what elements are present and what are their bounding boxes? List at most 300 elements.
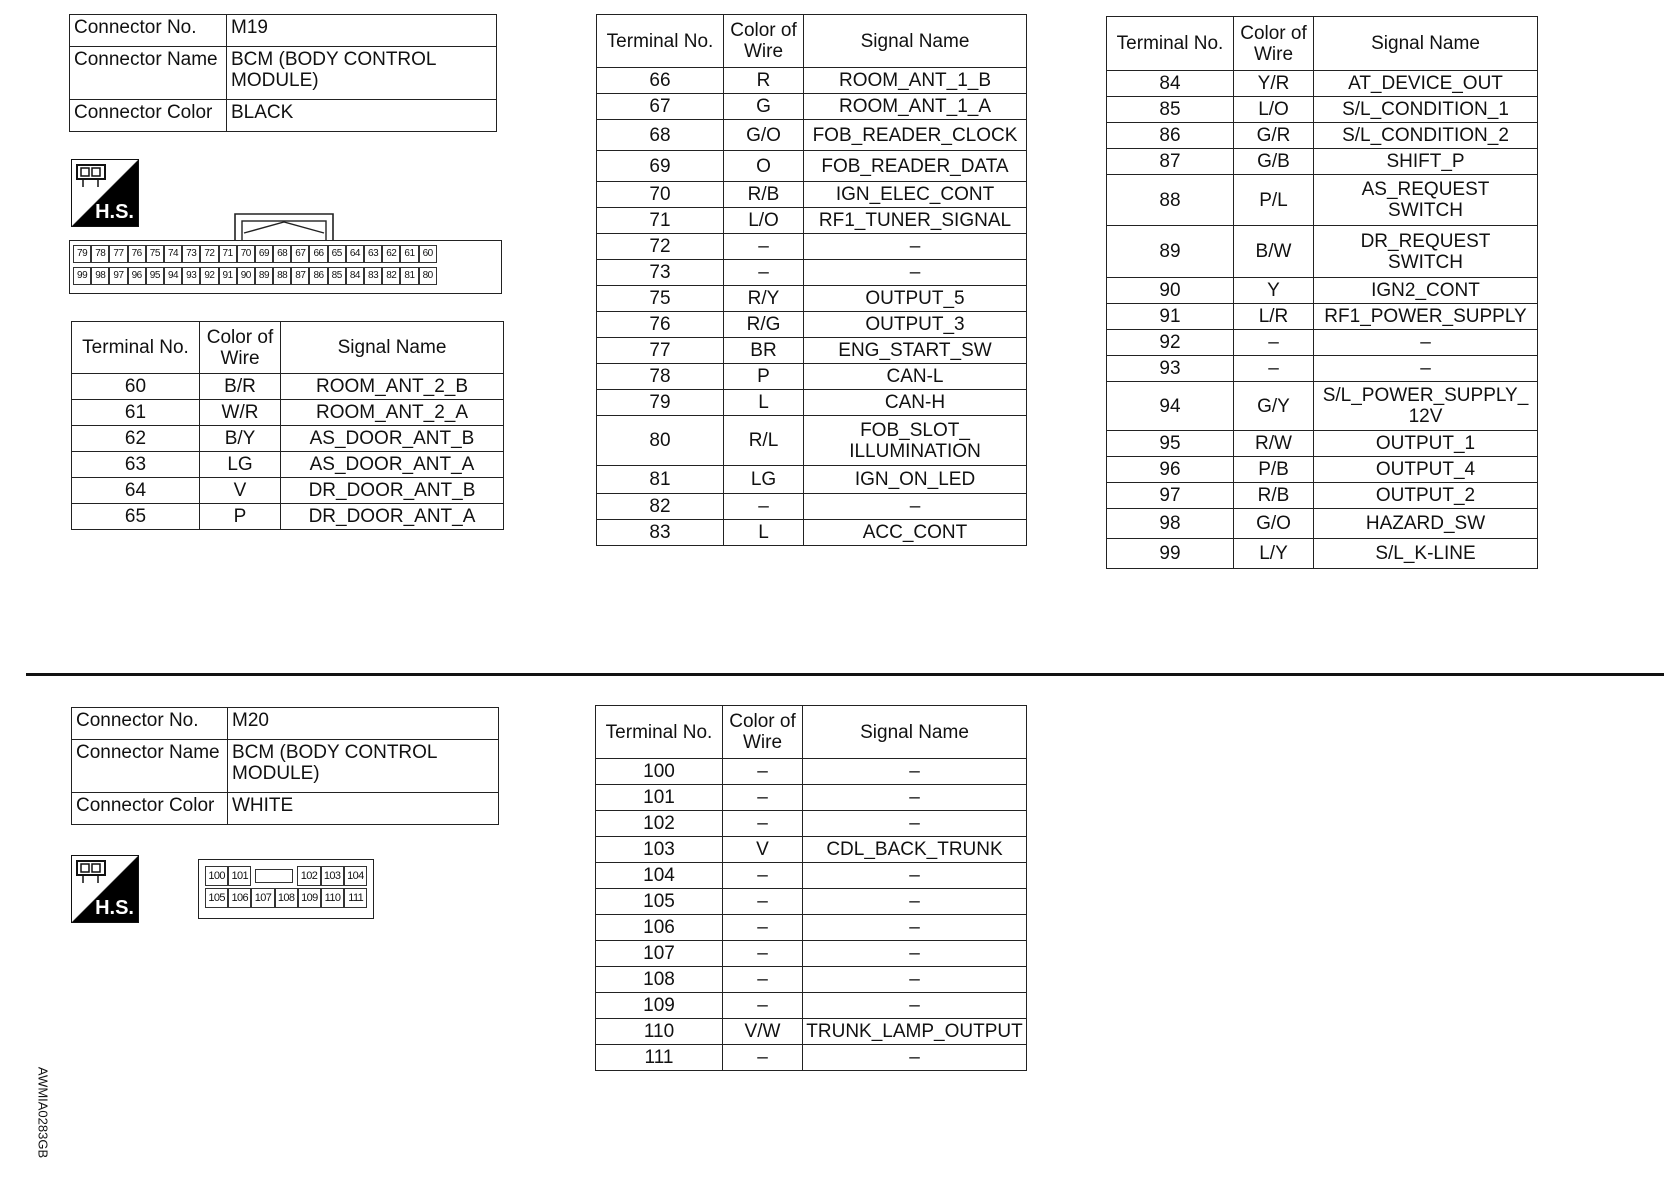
pin: 80	[419, 267, 437, 285]
table-row	[597, 68, 1027, 94]
signal-name: S/L_CONDITION_1	[1314, 97, 1538, 123]
wire-color: Y/R	[1234, 71, 1314, 97]
connector-m20-pin-face	[198, 859, 374, 919]
pin: 90	[237, 267, 255, 285]
pin: 109	[298, 888, 321, 908]
signal-name: CAN-H	[804, 390, 1027, 416]
terminal-no: 78	[597, 364, 724, 390]
connector-name: BCM (BODY CONTROL MODULE)	[227, 47, 497, 100]
wire-color: P/B	[1234, 457, 1314, 483]
pin: 106	[228, 888, 251, 908]
table-row	[596, 863, 1027, 889]
pin: 107	[251, 888, 274, 908]
pin: 78	[91, 245, 109, 263]
terminal-no: 87	[1107, 149, 1234, 175]
wire-color: Y	[1234, 278, 1314, 304]
table-row	[1107, 149, 1538, 175]
wire-color: –	[724, 260, 804, 286]
signal-name: –	[803, 941, 1027, 967]
wire-color: BR	[724, 338, 804, 364]
pin: 85	[328, 267, 346, 285]
header-signal-name: Signal Name	[1314, 17, 1538, 71]
terminal-no: 81	[597, 466, 724, 494]
signal-name: AS_DOOR_ANT_B	[281, 426, 504, 452]
table-row	[596, 759, 1027, 785]
terminal-no: 83	[597, 520, 724, 546]
pin: 111	[344, 888, 367, 908]
terminal-no: 98	[1107, 509, 1234, 539]
pin: 91	[219, 267, 237, 285]
table-row	[597, 312, 1027, 338]
pin: 61	[400, 245, 418, 263]
key-slot	[251, 866, 297, 886]
signal-name: DR_DOOR_ANT_A	[281, 504, 504, 530]
info-label: Connector Name	[72, 740, 228, 793]
terminal-no: 90	[1107, 278, 1234, 304]
wire-color: V/W	[723, 1019, 803, 1045]
signal-name: –	[803, 915, 1027, 941]
wire-color: –	[723, 915, 803, 941]
wire-color: B/R	[200, 374, 281, 400]
connector-m19-info-table	[69, 14, 497, 132]
wire-color: L	[724, 390, 804, 416]
pin: 98	[91, 267, 109, 285]
pin: 95	[146, 267, 164, 285]
signal-name: OUTPUT_1	[1314, 431, 1538, 457]
terminal-no: 66	[597, 68, 724, 94]
wire-color: –	[723, 889, 803, 915]
header-signal-name: Signal Name	[803, 706, 1027, 759]
signal-name: –	[803, 785, 1027, 811]
terminal-no: 86	[1107, 123, 1234, 149]
signal-name: HAZARD_SW	[1314, 509, 1538, 539]
terminal-no: 89	[1107, 226, 1234, 278]
signal-name: –	[803, 993, 1027, 1019]
wire-color: R/B	[1234, 483, 1314, 509]
signal-name: –	[803, 889, 1027, 915]
pin: 82	[382, 267, 400, 285]
signal-name: ROOM_ANT_1_A	[804, 94, 1027, 120]
pin: 94	[164, 267, 182, 285]
wire-color: –	[723, 1045, 803, 1071]
pin: 97	[109, 267, 127, 285]
signal-name: ACC_CONT	[804, 520, 1027, 546]
harness-side-label: H.S.	[95, 897, 134, 919]
wire-color: –	[723, 759, 803, 785]
connector-name: BCM (BODY CONTROL MODULE)	[228, 740, 499, 793]
signal-name: OUTPUT_5	[804, 286, 1027, 312]
wire-color: G/Y	[1234, 382, 1314, 431]
table-body	[597, 68, 1027, 546]
signal-name: OUTPUT_3	[804, 312, 1027, 338]
table-row	[596, 967, 1027, 993]
signal-name: RF1_POWER_SUPPLY	[1314, 304, 1538, 330]
wire-color: –	[724, 494, 804, 520]
connector-m20-info-table	[71, 707, 499, 825]
signal-name: S/L_CONDITION_2	[1314, 123, 1538, 149]
terminal-no: 60	[72, 374, 200, 400]
table-row	[72, 452, 504, 478]
terminal-no: 72	[597, 234, 724, 260]
info-label: Connector Color	[70, 100, 227, 132]
table-row	[1107, 226, 1538, 278]
pin: 63	[364, 245, 382, 263]
terminal-no: 109	[596, 993, 723, 1019]
wire-color: L/Y	[1234, 539, 1314, 569]
terminal-table-84-99	[1106, 16, 1538, 569]
wire-color: –	[723, 967, 803, 993]
wire-color: R/Y	[724, 286, 804, 312]
wire-color: –	[1234, 330, 1314, 356]
table-row	[1107, 97, 1538, 123]
wire-color: R/W	[1234, 431, 1314, 457]
signal-name: CDL_BACK_TRUNK	[803, 837, 1027, 863]
terminal-no: 84	[1107, 71, 1234, 97]
wire-color: V	[200, 478, 281, 504]
wire-color: V	[723, 837, 803, 863]
header-terminal-no: Terminal No.	[72, 322, 200, 374]
terminal-no: 95	[1107, 431, 1234, 457]
terminal-no: 71	[597, 208, 724, 234]
pin: 68	[273, 245, 291, 263]
signal-name: –	[803, 811, 1027, 837]
pin: 76	[128, 245, 146, 263]
harness-side-label: H.S.	[95, 201, 134, 223]
signal-name: DR_REQUEST SWITCH	[1314, 226, 1538, 278]
signal-name: FOB_READER_CLOCK	[804, 120, 1027, 151]
pin: 69	[255, 245, 273, 263]
pin: 62	[382, 245, 400, 263]
table-row	[597, 338, 1027, 364]
table-row	[1107, 304, 1538, 330]
section-divider	[26, 673, 1664, 676]
terminal-no: 106	[596, 915, 723, 941]
pin: 64	[346, 245, 364, 263]
pin: 77	[109, 245, 127, 263]
signal-name: –	[804, 260, 1027, 286]
wire-color: L	[724, 520, 804, 546]
wire-color: B/Y	[200, 426, 281, 452]
table-row	[1107, 330, 1538, 356]
connector-glyph-icon	[75, 163, 109, 189]
table-body	[72, 374, 504, 530]
table-row	[597, 364, 1027, 390]
pin: 67	[291, 245, 309, 263]
signal-name: ROOM_ANT_1_B	[804, 68, 1027, 94]
terminal-no: 99	[1107, 539, 1234, 569]
table-row	[597, 151, 1027, 182]
table-row	[72, 400, 504, 426]
pin: 87	[291, 267, 309, 285]
pin: 73	[182, 245, 200, 263]
signal-name: –	[803, 967, 1027, 993]
terminal-no: 64	[72, 478, 200, 504]
signal-name: –	[804, 234, 1027, 260]
wire-color: R/B	[724, 182, 804, 208]
pin: 89	[255, 267, 273, 285]
table-row	[597, 286, 1027, 312]
terminal-no: 92	[1107, 330, 1234, 356]
info-label: Connector Color	[72, 793, 228, 825]
terminal-no: 101	[596, 785, 723, 811]
pin: 79	[73, 245, 91, 263]
table-row	[596, 915, 1027, 941]
signal-name: AS_REQUEST SWITCH	[1314, 175, 1538, 226]
wire-color: G/R	[1234, 123, 1314, 149]
table-row	[72, 426, 504, 452]
terminal-no: 73	[597, 260, 724, 286]
terminal-no: 68	[597, 120, 724, 151]
signal-name: –	[803, 1045, 1027, 1071]
terminal-no: 69	[597, 151, 724, 182]
wire-color: P/L	[1234, 175, 1314, 226]
header-wire-color: Color of Wire	[724, 15, 804, 68]
pin: 75	[146, 245, 164, 263]
table-row	[1107, 278, 1538, 304]
table-row	[597, 494, 1027, 520]
table-row	[597, 390, 1027, 416]
wire-color: B/W	[1234, 226, 1314, 278]
wire-color: G	[724, 94, 804, 120]
terminal-no: 65	[72, 504, 200, 530]
table-row	[596, 993, 1027, 1019]
connector-m19-lock-tab	[234, 212, 336, 242]
pin: 108	[275, 888, 298, 908]
terminal-no: 91	[1107, 304, 1234, 330]
wire-color: P	[200, 504, 281, 530]
connector-color: WHITE	[228, 793, 499, 825]
terminal-no: 105	[596, 889, 723, 915]
signal-name: ENG_START_SW	[804, 338, 1027, 364]
table-row	[1107, 539, 1538, 569]
pin: 100	[205, 866, 228, 886]
wire-color: –	[723, 863, 803, 889]
pin-row-bottom	[73, 267, 437, 285]
signal-name: SHIFT_P	[1314, 149, 1538, 175]
info-label: Connector No.	[72, 708, 228, 740]
info-label: Connector Name	[70, 47, 227, 100]
signal-name: DR_DOOR_ANT_B	[281, 478, 504, 504]
terminal-no: 110	[596, 1019, 723, 1045]
terminal-no: 76	[597, 312, 724, 338]
table-row	[1107, 457, 1538, 483]
pin: 71	[219, 245, 237, 263]
signal-name: IGN2_CONT	[1314, 278, 1538, 304]
table-row	[597, 94, 1027, 120]
header-terminal-no: Terminal No.	[1107, 17, 1234, 71]
table-row	[596, 785, 1027, 811]
signal-name: AT_DEVICE_OUT	[1314, 71, 1538, 97]
terminal-no: 100	[596, 759, 723, 785]
harness-side-icon	[71, 855, 139, 923]
connector-glyph-icon	[75, 859, 109, 885]
harness-side-icon	[71, 159, 139, 227]
table-row	[1107, 71, 1538, 97]
terminal-no: 97	[1107, 483, 1234, 509]
signal-name: ROOM_ANT_2_A	[281, 400, 504, 426]
connector-m19-pin-face	[69, 240, 502, 294]
wire-color: –	[723, 993, 803, 1019]
header-signal-name: Signal Name	[281, 322, 504, 374]
table-row	[596, 811, 1027, 837]
signal-name: –	[803, 759, 1027, 785]
reference-code: AWMIA0283GB	[35, 1066, 51, 1159]
pin: 104	[344, 866, 367, 886]
wire-color: L/O	[724, 208, 804, 234]
pin: 99	[73, 267, 91, 285]
header-terminal-no: Terminal No.	[597, 15, 724, 68]
pin: 86	[309, 267, 327, 285]
table-row	[1107, 509, 1538, 539]
table-body	[1107, 71, 1538, 569]
terminal-no: 102	[596, 811, 723, 837]
connector-color: BLACK	[227, 100, 497, 132]
terminal-table-60-65	[71, 321, 504, 530]
table-row	[1107, 175, 1538, 226]
header-wire-color: Color of Wire	[1234, 17, 1314, 71]
wire-color: L/O	[1234, 97, 1314, 123]
terminal-no: 93	[1107, 356, 1234, 382]
table-row	[1107, 483, 1538, 509]
terminal-no: 75	[597, 286, 724, 312]
wire-color: LG	[724, 466, 804, 494]
table-row	[597, 520, 1027, 546]
signal-name: TRUNK_LAMP_OUTPUT	[803, 1019, 1027, 1045]
wire-color: –	[723, 941, 803, 967]
wire-color: P	[724, 364, 804, 390]
pin: 102	[297, 866, 320, 886]
pin: 66	[309, 245, 327, 263]
terminal-no: 107	[596, 941, 723, 967]
signal-name: –	[1314, 330, 1538, 356]
signal-name: OUTPUT_4	[1314, 457, 1538, 483]
table-row	[597, 466, 1027, 494]
terminal-no: 94	[1107, 382, 1234, 431]
signal-name: S/L_POWER_SUPPLY_ 12V	[1314, 382, 1538, 431]
pin: 92	[200, 267, 218, 285]
table-row	[597, 208, 1027, 234]
terminal-no: 82	[597, 494, 724, 520]
signal-name: –	[1314, 356, 1538, 382]
connector-number: M20	[228, 708, 499, 740]
pin-row-top	[73, 245, 437, 263]
terminal-table-100-111	[595, 705, 1027, 1071]
table-row	[596, 1019, 1027, 1045]
signal-name: FOB_READER_DATA	[804, 151, 1027, 182]
header-terminal-no: Terminal No.	[596, 706, 723, 759]
pin: 60	[419, 245, 437, 263]
table-row	[597, 120, 1027, 151]
terminal-table-66-83	[596, 14, 1027, 546]
pin: 88	[273, 267, 291, 285]
table-row	[72, 374, 504, 400]
table-row	[1107, 356, 1538, 382]
signal-name: S/L_K-LINE	[1314, 539, 1538, 569]
terminal-no: 111	[596, 1045, 723, 1071]
signal-name: RF1_TUNER_SIGNAL	[804, 208, 1027, 234]
pin: 96	[128, 267, 146, 285]
pin: 65	[328, 245, 346, 263]
wire-color: –	[723, 811, 803, 837]
terminal-no: 77	[597, 338, 724, 364]
table-row	[72, 504, 504, 530]
wire-color: G/B	[1234, 149, 1314, 175]
terminal-no: 104	[596, 863, 723, 889]
pin: 101	[228, 866, 251, 886]
terminal-no: 67	[597, 94, 724, 120]
table-row	[596, 1045, 1027, 1071]
wire-color: R/G	[724, 312, 804, 338]
pin: 74	[164, 245, 182, 263]
pin: 70	[237, 245, 255, 263]
wire-color: –	[723, 785, 803, 811]
signal-name: IGN_ELEC_CONT	[804, 182, 1027, 208]
pin: 93	[182, 267, 200, 285]
pin-row-bottom	[205, 888, 367, 908]
wire-color: LG	[200, 452, 281, 478]
terminal-no: 70	[597, 182, 724, 208]
table-row	[596, 837, 1027, 863]
table-row	[597, 234, 1027, 260]
terminal-no: 88	[1107, 175, 1234, 226]
terminal-no: 61	[72, 400, 200, 426]
header-signal-name: Signal Name	[804, 15, 1027, 68]
table-row	[596, 889, 1027, 915]
signal-name: IGN_ON_LED	[804, 466, 1027, 494]
wire-color: –	[724, 234, 804, 260]
pin: 105	[205, 888, 228, 908]
terminal-no: 62	[72, 426, 200, 452]
terminal-no: 80	[597, 416, 724, 466]
pin: 110	[321, 888, 344, 908]
table-row	[597, 416, 1027, 466]
terminal-no: 96	[1107, 457, 1234, 483]
signal-name: CAN-L	[804, 364, 1027, 390]
terminal-no: 79	[597, 390, 724, 416]
pin: 72	[200, 245, 218, 263]
table-body	[596, 759, 1027, 1071]
table-row	[1107, 431, 1538, 457]
wire-color: W/R	[200, 400, 281, 426]
terminal-no: 85	[1107, 97, 1234, 123]
wire-color: R/L	[724, 416, 804, 466]
wire-color: –	[1234, 356, 1314, 382]
terminal-no: 63	[72, 452, 200, 478]
signal-name: OUTPUT_2	[1314, 483, 1538, 509]
wire-color: L/R	[1234, 304, 1314, 330]
header-wire-color: Color of Wire	[200, 322, 281, 374]
wire-color: G/O	[1234, 509, 1314, 539]
table-row	[72, 478, 504, 504]
pin: 103	[321, 866, 344, 886]
wire-color: G/O	[724, 120, 804, 151]
signal-name: –	[803, 863, 1027, 889]
table-row	[596, 941, 1027, 967]
connector-number: M19	[227, 15, 497, 47]
terminal-no: 108	[596, 967, 723, 993]
table-row	[1107, 123, 1538, 149]
signal-name: –	[804, 494, 1027, 520]
header-wire-color: Color of Wire	[723, 706, 803, 759]
signal-name: FOB_SLOT_ ILLUMINATION	[804, 416, 1027, 466]
info-label: Connector No.	[70, 15, 227, 47]
table-row	[597, 260, 1027, 286]
pin-row-top	[205, 866, 367, 886]
pin: 81	[400, 267, 418, 285]
table-row	[597, 182, 1027, 208]
wire-color: R	[724, 68, 804, 94]
pin: 84	[346, 267, 364, 285]
